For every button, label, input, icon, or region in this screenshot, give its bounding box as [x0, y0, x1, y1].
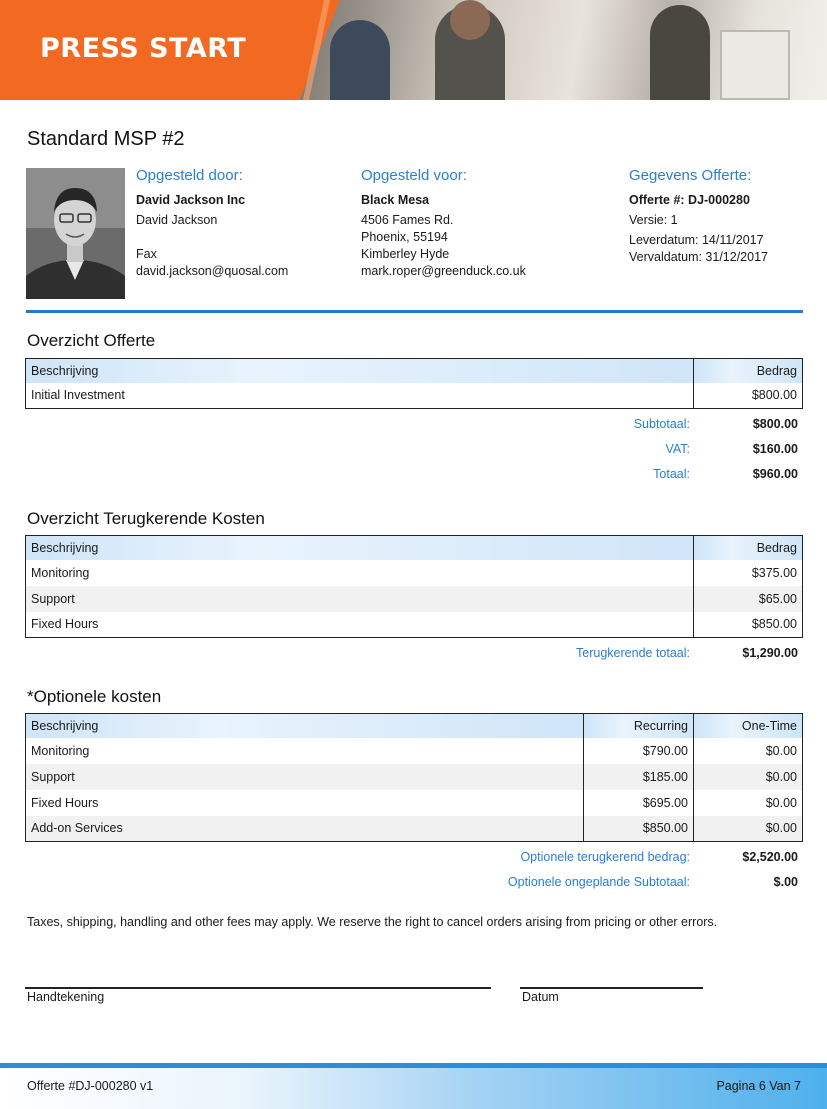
col-recurring-header: Recurring — [584, 714, 694, 738]
vat-row — [0, 442, 827, 467]
optional-unplanned-row — [0, 875, 827, 900]
quote-info-block — [629, 166, 768, 266]
table-row — [26, 560, 803, 586]
optional-table — [25, 713, 803, 842]
quote-title: Standard MSP #2 — [27, 128, 185, 150]
optional-unplanned-value: $.00 — [773, 875, 798, 889]
row-recurring: $850.00 — [584, 816, 694, 842]
row-onetime: $0.00 — [694, 738, 803, 764]
overview-table — [25, 358, 803, 409]
prepared-for-company: Black Mesa — [361, 193, 430, 207]
row-onetime: $0.00 — [694, 764, 803, 790]
prepared-by-heading: Opgesteld door: — [136, 167, 243, 184]
table-row — [26, 816, 803, 842]
col-amount-header: Bedrag — [694, 536, 803, 560]
quote-version: Versie: 1 — [629, 213, 678, 227]
signature-line — [25, 987, 491, 989]
office-photo — [270, 0, 827, 100]
expiry-date: Vervaldatum: 31/12/2017 — [629, 250, 768, 264]
col-onetime-header: One-Time — [694, 714, 803, 738]
table-header-row — [26, 714, 803, 738]
total-value: $960.00 — [752, 467, 798, 481]
prepared-for-contact: Kimberley Hyde — [361, 247, 450, 261]
footer-quote-ref: Offerte #DJ-000280 v1 — [27, 1079, 154, 1093]
recurring-total-value: $1,290.00 — [742, 646, 798, 660]
col-amount-header: Bedrag — [694, 359, 803, 383]
optional-totals — [0, 850, 827, 900]
row-onetime: $0.00 — [694, 790, 803, 816]
quote-number: Offerte #: DJ-000280 — [629, 193, 750, 207]
row-description: Fixed Hours — [31, 795, 99, 810]
optional-title: *Optionele kosten — [27, 687, 162, 706]
prepared-by-block — [136, 166, 288, 280]
contact-photo — [26, 168, 125, 299]
footer-page-number: Pagina 6 Van 7 — [716, 1079, 801, 1093]
prepared-for-address1: 4506 Fames Rd. — [361, 213, 454, 227]
prepared-for-block — [361, 166, 526, 280]
row-recurring: $185.00 — [584, 764, 694, 790]
prepared-by-email: david.jackson@quosal.com — [136, 264, 289, 278]
recurring-total-label: Terugkerende totaal: — [576, 646, 690, 660]
quote-info-heading: Gegevens Offerte: — [629, 167, 752, 184]
date-label: Datum — [522, 990, 559, 1004]
table-header-row — [26, 359, 803, 383]
row-description: Monitoring — [31, 743, 90, 758]
date-line — [520, 987, 703, 989]
subtotal-value: $800.00 — [752, 417, 798, 431]
table-row — [26, 764, 803, 790]
prepared-by-company: David Jackson Inc — [136, 193, 246, 207]
row-amount: $800.00 — [694, 383, 803, 409]
header-banner — [0, 0, 827, 100]
prepared-for-heading: Opgesteld voor: — [361, 167, 467, 184]
prepared-by-name: David Jackson — [136, 213, 218, 227]
table-row — [26, 738, 803, 764]
row-recurring: $790.00 — [584, 738, 694, 764]
recurring-total-row — [0, 646, 827, 671]
recurring-table — [25, 535, 803, 638]
recurring-totals — [0, 646, 827, 671]
table-row — [26, 586, 803, 612]
recurring-title: Overzicht Terugkerende Kosten — [27, 509, 265, 528]
row-amount: $375.00 — [694, 560, 803, 586]
vat-value: $160.00 — [752, 442, 798, 456]
overview-totals — [0, 417, 827, 492]
row-recurring: $695.00 — [584, 790, 694, 816]
total-row — [0, 467, 827, 492]
footer — [0, 1068, 827, 1109]
row-description: Initial Investment — [31, 388, 125, 403]
overview-title: Overzicht Offerte — [27, 331, 156, 350]
table-header-row — [26, 536, 803, 560]
optional-unplanned-label: Optionele ongeplande Subtotaal: — [507, 875, 690, 889]
signature-label: Handtekening — [27, 990, 105, 1004]
header-separator — [26, 310, 803, 313]
subtotal-label: Subtotaal: — [633, 417, 690, 431]
press-start-logo: PRESS START — [40, 33, 247, 64]
optional-recurring-total-row — [0, 850, 827, 875]
optional-recurring-total-label: Optionele terugkerend bedrag: — [520, 850, 690, 864]
col-description-header: Beschrijving — [26, 714, 584, 738]
delivery-date: Leverdatum: 14/11/2017 — [629, 233, 764, 247]
col-description-header: Beschrijving — [26, 359, 694, 383]
subtotal-row — [0, 417, 827, 442]
table-row — [26, 612, 803, 638]
row-description: Support — [26, 586, 694, 612]
row-description: Monitoring — [31, 565, 90, 580]
vat-label: VAT: — [665, 442, 690, 456]
row-amount: $65.00 — [694, 586, 803, 612]
disclaimer-text: Taxes, shipping, handling and other fees may apply. We reserve the right to cancel orders arising from pricing or other errors. — [27, 915, 718, 929]
row-description: Add-on Services — [26, 816, 584, 842]
row-description: Support — [26, 764, 584, 790]
total-label: Totaal: — [653, 467, 690, 481]
prepared-by-fax: Fax — [136, 247, 157, 261]
row-description: Fixed Hours — [31, 617, 99, 632]
col-description-header: Beschrijving — [26, 536, 694, 560]
prepared-for-address2: Phoenix, 55194 — [361, 230, 448, 244]
row-amount: $850.00 — [694, 612, 803, 638]
optional-recurring-total-value: $2,520.00 — [742, 850, 798, 864]
prepared-for-email: mark.roper@greenduck.co.uk — [361, 264, 526, 278]
row-onetime: $0.00 — [694, 816, 803, 842]
table-row — [26, 383, 803, 409]
table-row — [26, 790, 803, 816]
